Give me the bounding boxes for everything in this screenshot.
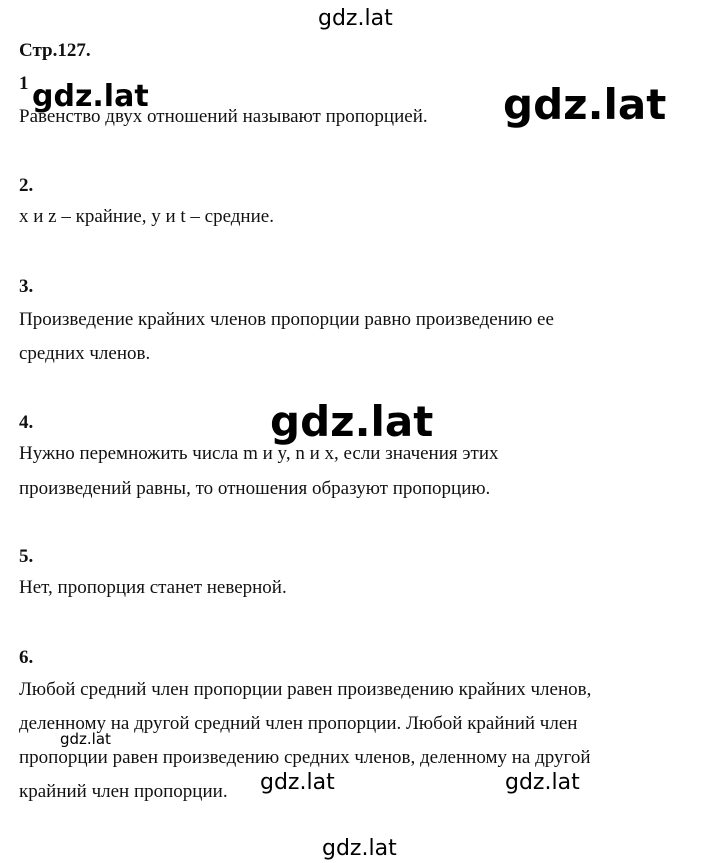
watermark-top: gdz.lat	[318, 6, 393, 31]
section-3-line-1: Произведение крайних членов пропорции равно произведению ее	[19, 309, 554, 330]
watermark-bottom-left: gdz.lat	[260, 770, 335, 795]
section-6-line-4: крайний член пропорции.	[19, 781, 228, 802]
section-5-number: 5.	[19, 546, 34, 567]
section-6-line-3: пропорции равен произведению средних членов, деленному на другой	[19, 747, 591, 768]
section-6-line-2: деленному на другой средний член пропорции. Любой крайний член	[19, 713, 578, 734]
page-title: Стр.127.	[19, 40, 91, 61]
watermark-left-header: gdz.lat	[32, 79, 149, 114]
section-6-line-1: Любой средний член пропорции равен произведению крайних членов,	[19, 679, 592, 700]
section-2-number: 2.	[19, 175, 34, 196]
section-4-line-1: Нужно перемножить числа m и y, n и x, если значения этих	[19, 443, 499, 464]
watermark-footer: gdz.lat	[322, 836, 397, 861]
watermark-center: gdz.lat	[270, 397, 434, 446]
section-1-line-1: Равенство двух отношений называют пропорцией.	[19, 106, 428, 127]
watermark-small-left: gdz.lat	[60, 730, 111, 748]
section-1-number: 1	[19, 73, 29, 94]
section-2-line-1: x и z – крайние, y и t – средние.	[19, 206, 274, 227]
watermark-bottom-right: gdz.lat	[505, 770, 580, 795]
section-5-line-1: Нет, пропорция станет неверной.	[19, 577, 287, 598]
section-4-line-2: произведений равны, то отношения образуют пропорцию.	[19, 478, 491, 499]
section-4-number: 4.	[19, 412, 34, 433]
section-3-line-2: средних членов.	[19, 343, 151, 364]
watermark-right-header: gdz.lat	[503, 80, 667, 129]
section-6-number: 6.	[19, 647, 34, 668]
section-3-number: 3.	[19, 276, 34, 297]
